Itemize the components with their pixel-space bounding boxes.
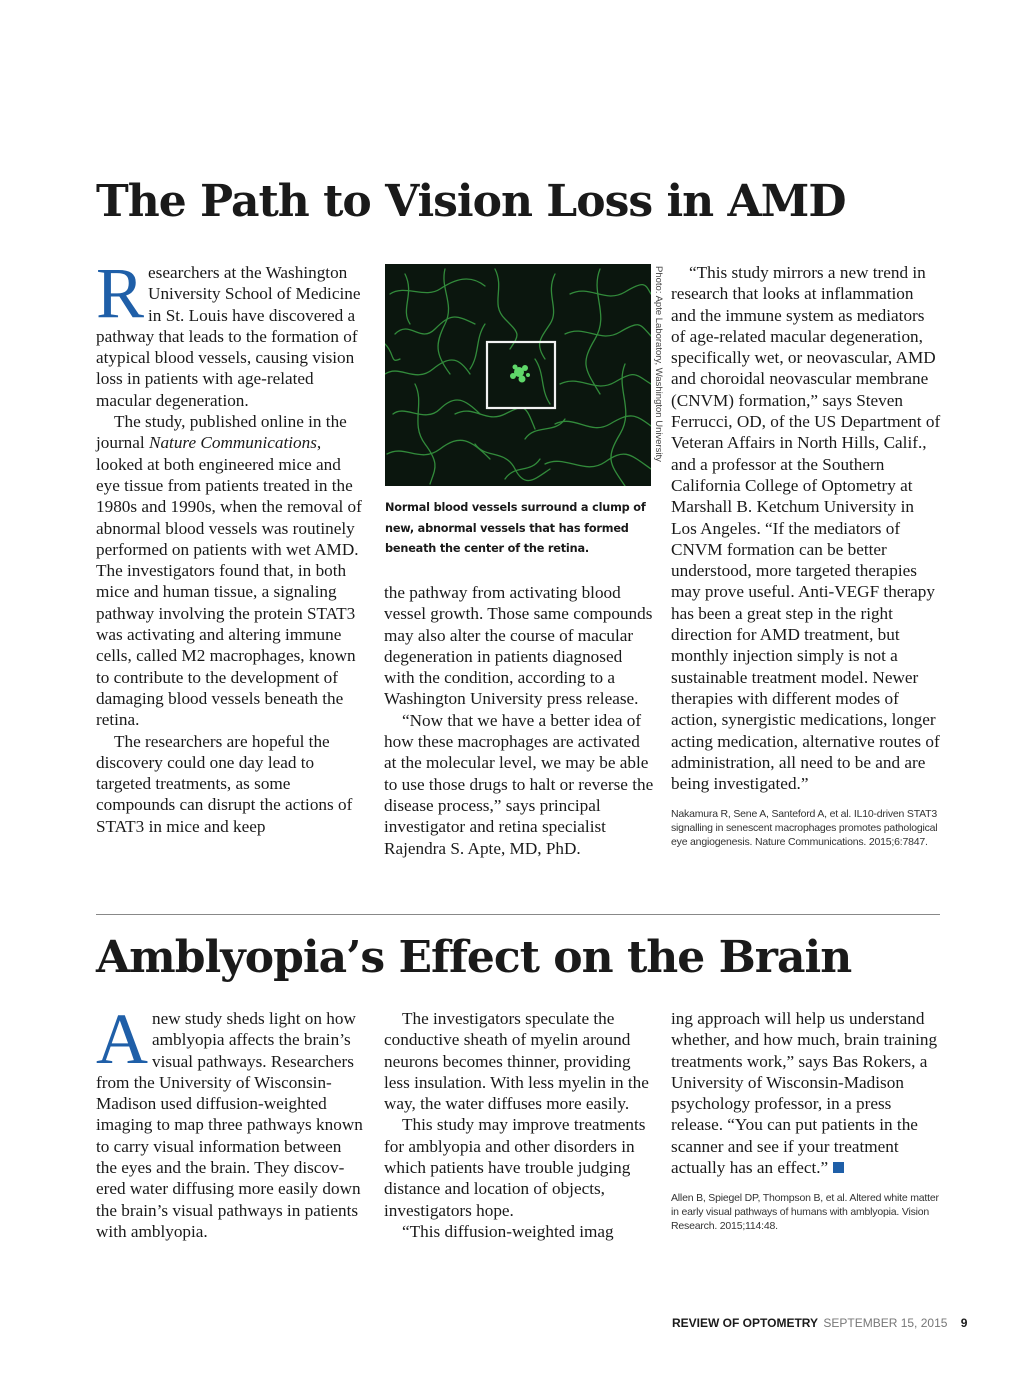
article2-paragraph-text: ing approach will help us understand whether, and how much, brain training treatments work,” says Bas Rokers, a University of Wisconsin-Madison psychology professor, in a press release. “You can put patients in the scanner and see if your treatment actually has an effect.” bbox=[671, 1009, 938, 1178]
section-divider bbox=[96, 914, 940, 915]
article1-paragraph-text: The study, published online in the journal bbox=[96, 412, 347, 453]
journal-name: Nature Communications bbox=[148, 433, 317, 453]
article1-paragraph-text: esearchers at the Washington University School of Medicine in St. Louis have discovered a pathway that leads to the formation of atypical blood vessels, causing vision loss in patients with age-related macular degeneration. bbox=[96, 263, 361, 410]
article1-paragraph-text: the pathway from activating blood vessel growth. Those same compounds may also alter the course of macular degeneration in patients diagnosed with the condition, according to a Washington University press release. bbox=[384, 583, 653, 709]
article2-paragraph bbox=[384, 1008, 652, 1114]
article2-paragraph-text: This study may improve treatments for amblyopia and other disorders in which patients have trouble judging distance and location of objects, investigators hope. bbox=[384, 1115, 646, 1220]
article1-headline: The Path to Vision Loss in AMD bbox=[96, 176, 846, 227]
article2-paragraph bbox=[384, 1221, 652, 1242]
issue-date: SEPTEMBER 15, 2015 bbox=[823, 1316, 948, 1330]
article1-paragraph-text: “This study mirrors a new trend in research that looks at inflammation and the immune system as mediators of age-related macular degeneration, specifically wet, or neovascular, AMD and choroidal neovascular membrane (CNVM) formation,” says Steven Ferrucci, OD, of the US Department of Veteran Affairs in North Hills, Calif., and a professor at the Southern California College of Optometry at Marshall B. Ketchum University in Los Angeles. “If the mediators of CNVM formation can be better understood, more targeted therapies may prove useful. Anti-VEGF therapy has been a great step in the right direction for AMD treatment, but monthly injection simply is not a sustainable treatment model. Newer therapies with different modes of action, synergistic medications, longer acting medication, alternative routes of administration, all need to be and are being investigated.” bbox=[671, 263, 941, 794]
retina-vessels-graphic bbox=[385, 264, 651, 486]
article2-paragraph bbox=[384, 1114, 652, 1220]
article2-paragraph-text: new study sheds light on how amblyopia affects the brain’s visual pathways. Researchers from the University of Wisconsin-Madison used diffusion-weighted imaging to map three pathways known to carry visual information between the eyes and the brain. They discovered water diffusing more easily down the brain’s visual pathways in patients with amblyopia. bbox=[96, 1009, 363, 1241]
article2-paragraph bbox=[671, 1008, 941, 1178]
article2-dropcap: A bbox=[96, 999, 148, 1079]
article2-column-1 bbox=[96, 999, 364, 1242]
article1-paragraph-text: “Now that we have a better idea of how these macrophages are activated at the molecular level, we may be able to use those drugs to halt or reverse the disease process,” says principal investigator and retina specialist Rajendra S. Apte, MD, PhD. bbox=[384, 710, 654, 858]
article2-paragraph-text: “This diffusion-weighted imag bbox=[402, 1221, 614, 1241]
article1-paragraph-text: , looked at both engineered mice and eye tissue from patients treated in the 1980s and 1990s, when the removal of abnormal blood vessels was routinely performed on patients with wet AMD. The investigators found that, in both mice and human tissue, a signaling pathway involving the protein STAT3 was activating and altering immune cells, called M2 macrophages, known to contribute to the development of damaging blood vessels beneath the retina. bbox=[96, 433, 362, 730]
article1-paragraph bbox=[96, 411, 362, 730]
article2-reference: Allen B, Spiegel DP, Thompson B, et al. Altered white matter in early visual pathways of humans with amblyopia. Vision Research. 2015;114:48. bbox=[671, 1192, 939, 1232]
article2-paragraph-text: The investigators speculate the conductive sheath of myelin around neurons becomes thinner, providing less insulation. With less myelin in the way, the water diffuses more easily. bbox=[384, 1009, 649, 1114]
article2-paragraph bbox=[96, 999, 364, 1242]
page-footer bbox=[672, 1316, 968, 1330]
article1-paragraph bbox=[384, 582, 654, 710]
publication-name: REVIEW OF OPTOMETRY bbox=[672, 1316, 819, 1330]
photo-credit: Photo: Apte Laboratory, Washington University bbox=[653, 266, 664, 462]
article2-column-2 bbox=[384, 1008, 652, 1242]
retina-angiogram-photo bbox=[385, 264, 651, 486]
article1-paragraph-text: The researchers are hopeful the discovery could one day lead to targeted treatments, as some compounds can disrupt the actions of STAT3 in mice and keep bbox=[96, 731, 353, 836]
article1-paragraph bbox=[384, 710, 654, 859]
article1-reference: Nakamura R, Sene A, Santeford A, et al. IL10-driven STAT3 signalling in senescent macrophages promotes pathological eye angiogenesis. Nature Communications. 2015;6:7847. bbox=[671, 808, 938, 849]
page-number: 9 bbox=[960, 1316, 968, 1330]
article1-paragraph bbox=[96, 253, 362, 411]
end-of-article-mark bbox=[833, 1162, 844, 1173]
article1-column-2 bbox=[384, 582, 654, 859]
article1-paragraph bbox=[96, 731, 362, 837]
article1-dropcap: R bbox=[96, 253, 145, 333]
article1-column-3 bbox=[671, 262, 941, 850]
article2-headline: Amblyopia’s Effect on the Brain bbox=[96, 932, 852, 983]
article2-column-3 bbox=[671, 1008, 941, 1234]
figure-caption: Normal blood vessels surround a clump of new, abnormal vessels that has formed beneath the center of the retina. bbox=[385, 501, 646, 555]
article1-paragraph bbox=[671, 262, 941, 794]
article1-column-1 bbox=[96, 253, 362, 837]
